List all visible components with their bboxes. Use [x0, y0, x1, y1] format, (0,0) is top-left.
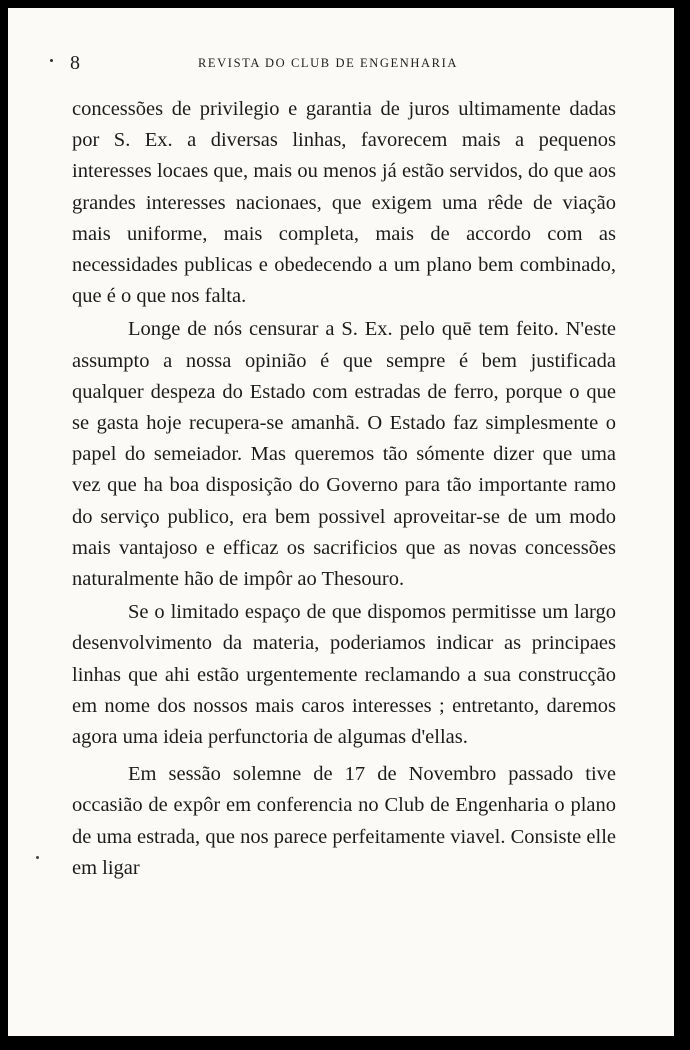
paragraph-3: Se o limitado espaço de que dispomos permitisse um largo desenvolvimento da materia, poderiamos indicar as principaes linhas que ahi estão urgentemente reclamando a sua construcção em nome dos nossos mais caros interesses ; entretanto, daremos agora uma ideia perfunctoria de algumas d'ellas.: [72, 601, 616, 749]
paragraph-4: Em sessão solemne de 17 de Novembro passado tive occasião de expôr em conferencia no Club de Engenharia o plano de uma estrada, que nos parece perfeitamente viavel. Consiste elle em ligar: [72, 763, 616, 879]
margin-mark: [50, 59, 53, 62]
book-page: [8, 8, 674, 1036]
page-header: [8, 48, 674, 78]
running-head: REVISTA DO CLUB DE ENGENHARIA: [198, 56, 458, 70]
paragraph-2: Longe de nós censurar a S. Ex. pelo quē tem feito. N'este assumpto a nossa opinião é que sempre é bem justificada qualquer despeza do Estado com estradas de ferro, porque o que se gasta hoje recupera-se amanhã. O Estado faz simplesmente o papel do semeiador. Mas queremos tão sómente dizer que uma vez que ha boa disposição do Governo para tão importante ramo do serviço publico, era bem possivel aproveitar-se de um modo mais vantajoso e efficaz os sacrificios que as novas concessões naturalmente hão de impôr ao Thesouro.: [72, 318, 616, 591]
paragraph-1: concessões de privilegio e garantia de juros ultimamente dadas por S. Ex. a diversas linhas, favorecem mais a pequenos interesses locaes que, mais ou menos já estão servidos, do que aos grandes interesses nacionaes, que exigem uma rêde de viação mais uniforme, mais completa, mais de accordo com as necessidades publicas e obedecendo a um plano bem combinado, que é o que nos falta.: [72, 98, 616, 308]
margin-speck: [36, 856, 39, 859]
page-number: 8: [70, 52, 81, 74]
body-text: [72, 94, 616, 884]
